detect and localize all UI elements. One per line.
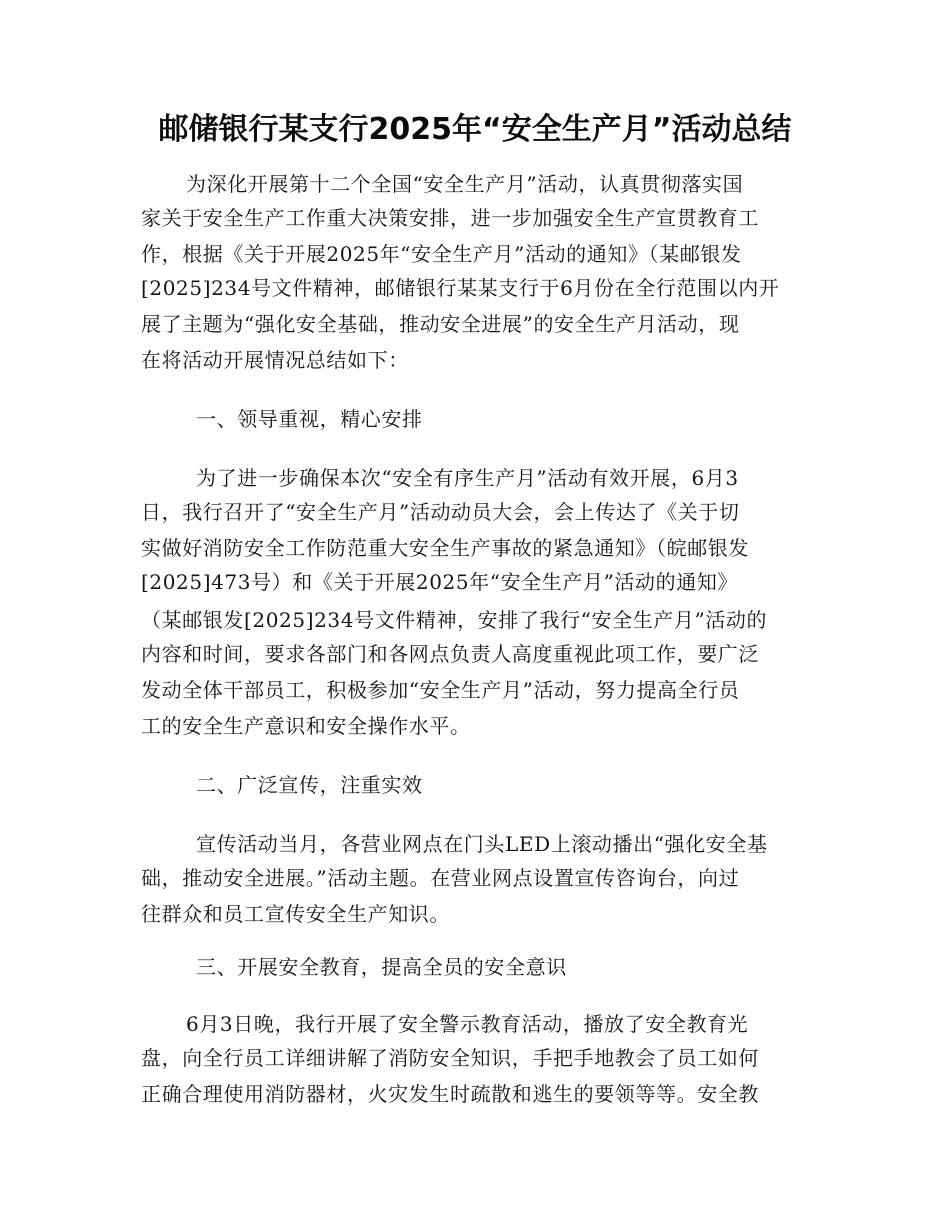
section1-line: 为了进一步确保本次“安全有序生产月”活动有效开展，6月3: [196, 466, 739, 490]
intro-line: [2025]234号文件精神，邮储银行某某支行于6月份在全行范围以内开: [141, 276, 780, 300]
intro-line: 在将活动开展情况总结如下：: [141, 348, 409, 372]
section1-line: 工的安全生产意识和安全操作水平。: [141, 714, 471, 738]
section1-line: 日，我行召开了“安全生产月”活动动员大会，会上传达了《关于切: [141, 500, 740, 524]
intro-line: 为深化开展第十二个全国“安全生产月”活动，认真贯彻落实国: [186, 172, 744, 196]
section3-line: 盘，向全行员工详细讲解了消防安全知识，手把手地教会了员工如何: [141, 1046, 759, 1070]
intro-line: 作，根据《关于开展2025年“安全生产月”活动的通知》（某邮银发: [141, 242, 742, 266]
section2-line: 础，推动安全进展。”活动主题。在营业网点设置宣传咨询台，向过: [141, 866, 740, 890]
section-heading: 三、开展安全教育，提高全员的安全意识: [196, 955, 567, 979]
section-heading: 一、领导重视，精心安排: [196, 407, 423, 431]
section2-line: 宣传活动当月，各营业网点在门头LED上滚动播出“强化安全基: [196, 832, 768, 856]
intro-line: 展了主题为“强化安全基础，推动安全进展”的安全生产月活动，现: [141, 312, 740, 336]
section-heading: 二、广泛宣传，注重实效: [196, 773, 423, 797]
intro-line: 家关于安全生产工作重大决策安排，进一步加强安全生产宣贯教育工: [141, 206, 759, 230]
section3-line: 6月3日晚，我行开展了安全警示教育活动，播放了安全教育光: [186, 1012, 749, 1036]
section2-line: 往群众和员工宣传安全生产知识。: [141, 902, 450, 926]
section1-line: [2025]473号）和《关于开展2025年“安全生产月”活动的通知》: [141, 570, 739, 594]
document-title: 邮储银行某支行2025年“安全生产月”活动总结: [158, 112, 792, 147]
section1-line: 内容和时间，要求各部门和各网点负责人高度重视此项工作，要广泛: [141, 642, 759, 666]
section1-line: 发动全体干部员工，积极参加“安全生产月”活动，努力提高全行员: [141, 678, 740, 702]
section1-line: 实做好消防安全工作防范重大安全生产事故的紧急通知》（皖邮银发: [141, 536, 749, 560]
section1-line: （某邮银发[2025]234号文件精神，安排了我行“安全生产月”活动的: [141, 608, 768, 632]
section3-line: 正确合理使用消防器材，火灾发生时疏散和逃生的要领等等。安全教: [141, 1082, 759, 1106]
